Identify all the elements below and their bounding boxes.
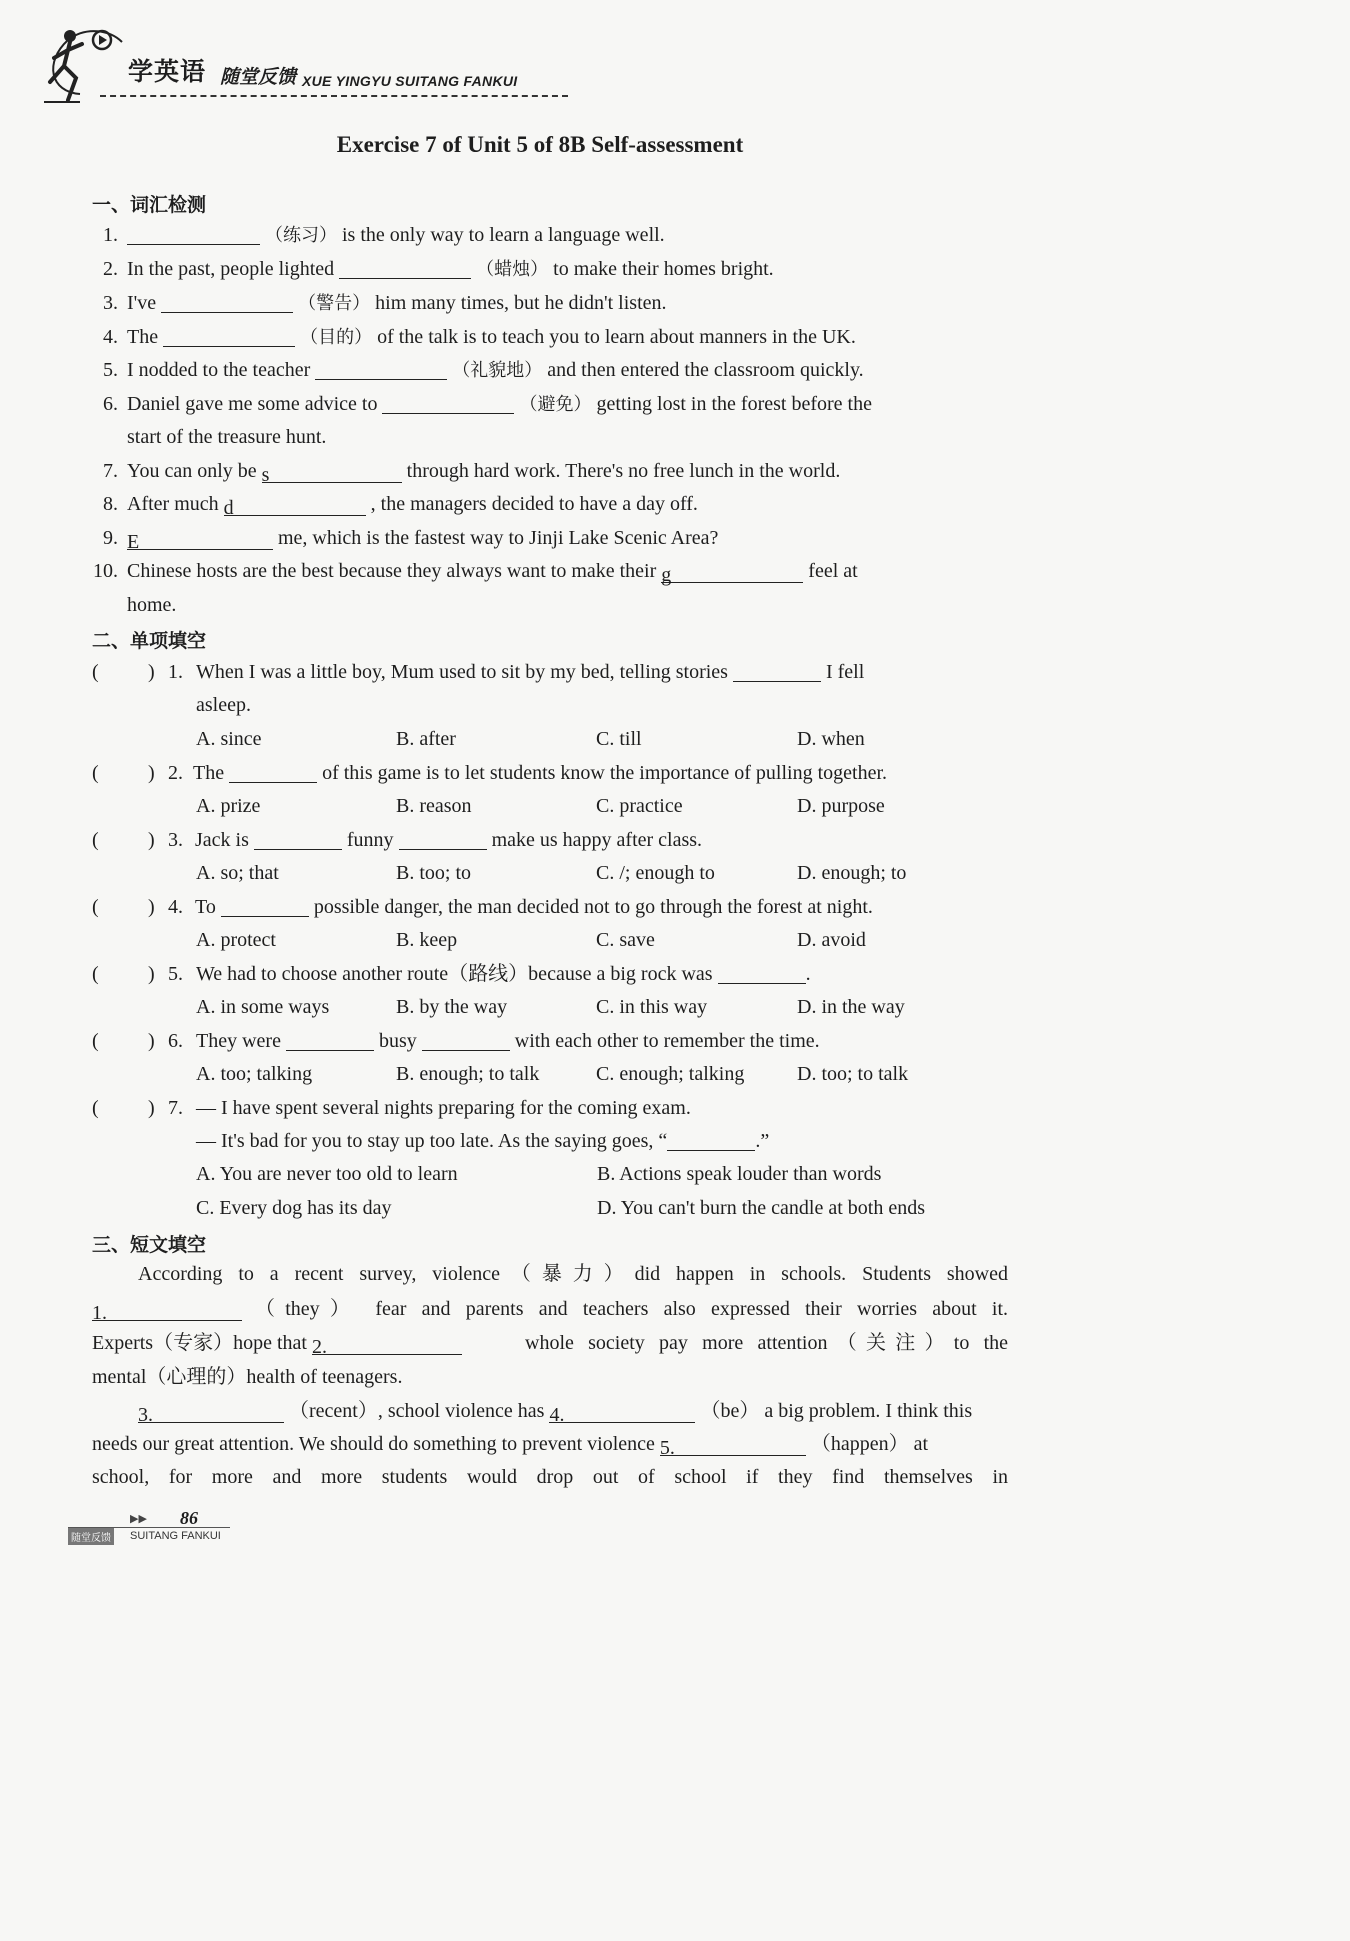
- answer-blank[interactable]: [229, 762, 317, 783]
- option-c[interactable]: C. till: [596, 728, 642, 750]
- option-c[interactable]: C. /; enough to: [596, 862, 715, 884]
- option-a[interactable]: A. too; talking: [196, 1063, 313, 1085]
- question-text: We had to choose another route（路线）because a big rock was: [196, 963, 713, 985]
- brand-title: 学英语: [128, 57, 207, 86]
- option-a[interactable]: A. You are never too old to learn: [196, 1163, 458, 1185]
- vocab-item-1: [127, 222, 665, 249]
- sentence-text: In the past, people lighted: [127, 258, 335, 280]
- sentence-text: to make their homes bright.: [553, 258, 774, 280]
- sentence-text: and then entered the classroom quickly.: [547, 359, 864, 381]
- answer-paren-open[interactable]: (: [92, 1097, 99, 1119]
- initial-letter: E: [127, 531, 140, 553]
- blank-number: 5.: [659, 1437, 675, 1459]
- item-number: 6.: [103, 393, 118, 415]
- answer-blank[interactable]: [422, 1030, 510, 1051]
- sentence-text: After much: [127, 493, 219, 515]
- question-text: .: [805, 963, 811, 985]
- option-b[interactable]: B. keep: [396, 929, 458, 951]
- question-5-stem: [196, 961, 811, 987]
- item-number: 1.: [103, 224, 118, 246]
- question-text: The: [193, 762, 225, 784]
- answer-blank[interactable]: [161, 292, 293, 313]
- item-number: 4.: [103, 326, 118, 348]
- sentence-text: him many times, but he didn't listen.: [375, 292, 667, 314]
- question-4-stem: [195, 894, 873, 920]
- question-2-stem: [193, 760, 887, 786]
- initial-letter: d: [223, 497, 234, 519]
- answer-blank[interactable]: [254, 829, 342, 850]
- blank-number: 1.: [92, 1302, 107, 1324]
- section-heading-cloze: 三、短文填空: [92, 1234, 207, 1256]
- answer-blank-2[interactable]: [311, 1334, 462, 1358]
- answer-paren-close: ): [148, 661, 155, 683]
- item-number: 3.: [103, 292, 118, 314]
- answer-paren-close: ): [148, 1097, 155, 1119]
- sentence-text: is the only way to learn a language well.: [342, 224, 665, 246]
- item-number: 8.: [103, 493, 118, 515]
- sentence-text: The: [127, 326, 159, 348]
- item-number: 9.: [103, 527, 118, 549]
- answer-paren-open[interactable]: (: [92, 1030, 99, 1052]
- footer-tag: 随堂反馈: [68, 1528, 114, 1545]
- question-3-stem: [195, 827, 702, 853]
- answer-blank[interactable]: [286, 1030, 374, 1051]
- answer-blank[interactable]: [127, 529, 273, 553]
- sentence-text: Chinese hosts are the best because they always want to make their: [127, 560, 657, 582]
- question-number: 5.: [168, 963, 183, 985]
- blank-number: 2.: [311, 1336, 327, 1358]
- option-a[interactable]: A. prize: [196, 795, 261, 817]
- option-d[interactable]: D. enough; to: [797, 862, 907, 884]
- option-a[interactable]: A. protect: [196, 929, 276, 951]
- question-number: 4.: [168, 896, 183, 918]
- answer-blank[interactable]: [223, 495, 366, 519]
- answer-paren-open[interactable]: (: [92, 762, 99, 784]
- question-text: of this game is to let students know the importance of pulling together.: [322, 762, 887, 784]
- question-1-stem: [196, 659, 864, 685]
- vocab-item-6-continued: start of the treasure hunt.: [127, 426, 327, 448]
- question-6-stem: [196, 1028, 820, 1054]
- option-b[interactable]: B. reason: [396, 795, 472, 817]
- answer-paren-close: ): [148, 1030, 155, 1052]
- passage-line-3-text: whole society pay more attention（关注）to the: [525, 1332, 1008, 1354]
- sentence-text: me, which is the fastest way to Jinji Lake Scenic Area?: [278, 527, 719, 549]
- answer-paren-open[interactable]: (: [92, 896, 99, 918]
- passage-line-5: [138, 1398, 972, 1424]
- passage-text: needs our great attention. We should do something to prevent violence: [92, 1433, 655, 1455]
- question-number: 2.: [168, 762, 183, 784]
- vocab-item-2: [127, 256, 774, 283]
- answer-paren-close: ): [148, 762, 155, 784]
- page-title: Exercise 7 of Unit 5 of 8B Self-assessment: [336, 132, 744, 157]
- passage-line-6: [92, 1431, 928, 1457]
- vocab-item-3: [127, 290, 667, 317]
- passage-text: Experts（专家）hope that: [92, 1332, 307, 1354]
- question-text: .”: [755, 1130, 770, 1152]
- vocab-item-4: [127, 324, 856, 351]
- passage-text: （be） a big problem. I think this: [700, 1400, 973, 1422]
- option-d[interactable]: D. too; to talk: [797, 1063, 909, 1085]
- passage-text: （happen） at: [810, 1433, 929, 1455]
- question-7-line-2: [196, 1128, 769, 1154]
- option-d[interactable]: D. when: [797, 728, 865, 750]
- sentence-text: You can only be: [127, 460, 257, 482]
- sentence-text: of the talk is to teach you to learn about manners in the UK.: [377, 326, 856, 348]
- option-c[interactable]: C. practice: [596, 795, 683, 817]
- item-number: 10.: [93, 560, 118, 582]
- sentence-text: Daniel gave me some advice to: [127, 393, 378, 415]
- option-c[interactable]: C. save: [596, 929, 655, 951]
- option-d[interactable]: D. in the way: [797, 996, 905, 1018]
- question-7-line-1: — I have spent several nights preparing for the coming exam.: [196, 1097, 691, 1119]
- chinese-hint: （警告）: [298, 293, 371, 314]
- question-number: 1.: [168, 661, 183, 683]
- header-dashed-divider: [100, 95, 568, 97]
- item-number: 7.: [103, 460, 118, 482]
- passage-line-2-text: （they） fear and parents and teachers also expressed their worries about it.: [255, 1298, 1008, 1320]
- option-d[interactable]: D. purpose: [797, 795, 885, 817]
- answer-paren-close: ): [148, 963, 155, 985]
- answer-blank-4[interactable]: [549, 1402, 695, 1426]
- sentence-text: , the managers decided to have a day off.: [370, 493, 698, 515]
- option-b[interactable]: B. too; to: [396, 862, 472, 884]
- sentence-text: through hard work. There's no free lunch in the world.: [406, 460, 841, 482]
- passage-line-7: school, for more and more students would drop out of school if they find themselves in: [92, 1466, 1008, 1488]
- question-text: with each other to remember the time.: [514, 1030, 820, 1052]
- vocab-item-6: [127, 391, 872, 418]
- question-text: To: [195, 896, 216, 918]
- vocab-item-5: [127, 357, 864, 384]
- answer-blank[interactable]: [382, 393, 514, 414]
- question-text: make us happy after class.: [491, 829, 703, 851]
- passage-line-4: mental（心理的）health of teenagers.: [92, 1366, 403, 1388]
- option-b[interactable]: B. enough; to talk: [396, 1063, 540, 1085]
- answer-blank[interactable]: [667, 1130, 755, 1151]
- answer-blank[interactable]: [221, 896, 309, 917]
- passage-line-2: [92, 1296, 242, 1322]
- brand-english: XUE YINGYU SUITANG FANKUI: [302, 73, 518, 89]
- initial-letter: g: [661, 564, 672, 586]
- sentence-text: I nodded to the teacher: [127, 359, 311, 381]
- chinese-hint: （蜡烛）: [476, 259, 549, 280]
- item-number: 5.: [103, 359, 118, 381]
- question-text: funny: [346, 829, 394, 851]
- answer-paren-close: ): [148, 829, 155, 851]
- answer-blank-3[interactable]: [138, 1402, 284, 1426]
- option-b[interactable]: B. after: [396, 728, 456, 750]
- answer-blank[interactable]: [661, 562, 803, 586]
- passage-line-3: [92, 1330, 462, 1356]
- brand-subtitle: 随堂反馈: [220, 66, 297, 88]
- section-heading-vocabulary: 一、词汇检测: [92, 194, 207, 216]
- option-a[interactable]: A. since: [196, 728, 262, 750]
- page-number: 86: [180, 1508, 198, 1528]
- question-text: Jack is: [195, 829, 249, 851]
- option-b[interactable]: B. by the way: [396, 996, 508, 1018]
- sentence-text: feel at: [808, 560, 858, 582]
- answer-blank[interactable]: [261, 462, 402, 486]
- question-text: When I was a little boy, Mum used to sit by my bed, telling stories: [196, 661, 728, 683]
- vocab-item-8: [127, 491, 698, 517]
- answer-blank-1[interactable]: [92, 1300, 242, 1324]
- answer-paren-close: ): [148, 896, 155, 918]
- answer-blank[interactable]: [339, 258, 471, 279]
- blank-number: 4.: [549, 1404, 565, 1426]
- question-1-stem-continued: asleep.: [196, 694, 251, 716]
- answer-blank[interactable]: [163, 326, 295, 347]
- question-text: I fell: [825, 661, 865, 683]
- item-number: 2.: [103, 258, 118, 280]
- answer-blank-5[interactable]: [659, 1435, 806, 1459]
- question-number: 3.: [168, 829, 183, 851]
- sentence-text: I've: [127, 292, 157, 314]
- option-d[interactable]: D. You can't burn the candle at both ends: [597, 1197, 925, 1219]
- vocab-item-7: [127, 458, 840, 484]
- question-text: possible danger, the man decided not to go through the forest at night.: [313, 896, 873, 918]
- chinese-hint: （礼貌地）: [452, 360, 543, 381]
- page-arrows-icon: ▶▶: [130, 1513, 147, 1525]
- question-text: They were: [196, 1030, 281, 1052]
- answer-blank[interactable]: [733, 661, 821, 682]
- option-b[interactable]: B. Actions speak louder than words: [597, 1163, 882, 1185]
- initial-letter: s: [261, 464, 270, 486]
- option-a[interactable]: A. so; that: [196, 862, 279, 884]
- vocab-item-9: [127, 525, 718, 551]
- answer-blank[interactable]: [127, 224, 260, 245]
- header-banner: [40, 22, 540, 108]
- passage-line-1: According to a recent survey, violence（暴力）did happen in schools. Students showed: [138, 1263, 1008, 1285]
- option-c[interactable]: C. enough; talking: [596, 1063, 745, 1085]
- chinese-hint: （目的）: [300, 327, 373, 348]
- vocab-item-10-continued: home.: [127, 594, 177, 616]
- option-a[interactable]: A. in some ways: [196, 996, 330, 1018]
- passage-text: （recent）, school violence has: [289, 1400, 545, 1422]
- question-number: 6.: [168, 1030, 183, 1052]
- answer-blank[interactable]: [718, 963, 806, 984]
- answer-paren-open[interactable]: (: [92, 963, 99, 985]
- answer-blank[interactable]: [315, 359, 447, 380]
- option-d[interactable]: D. avoid: [797, 929, 866, 951]
- chinese-hint: （练习）: [265, 225, 337, 246]
- answer-paren-open[interactable]: (: [92, 661, 99, 683]
- option-c[interactable]: C. Every dog has its day: [196, 1197, 392, 1219]
- section-heading-multiple-choice: 二、单项填空: [92, 630, 207, 652]
- footer-tag-english: SUITANG FANKUI: [130, 1530, 221, 1542]
- chinese-hint: （避免）: [519, 394, 592, 415]
- sentence-text: getting lost in the forest before the: [596, 393, 872, 415]
- question-number: 7.: [168, 1097, 183, 1119]
- blank-number: 3.: [138, 1404, 153, 1426]
- option-c[interactable]: C. in this way: [596, 996, 708, 1018]
- answer-paren-open[interactable]: (: [92, 829, 99, 851]
- vocab-item-10: [127, 558, 858, 584]
- answer-blank[interactable]: [399, 829, 487, 850]
- question-text: busy: [378, 1030, 417, 1052]
- question-text: — It's bad for you to stay up too late. As the saying goes, “: [196, 1130, 668, 1152]
